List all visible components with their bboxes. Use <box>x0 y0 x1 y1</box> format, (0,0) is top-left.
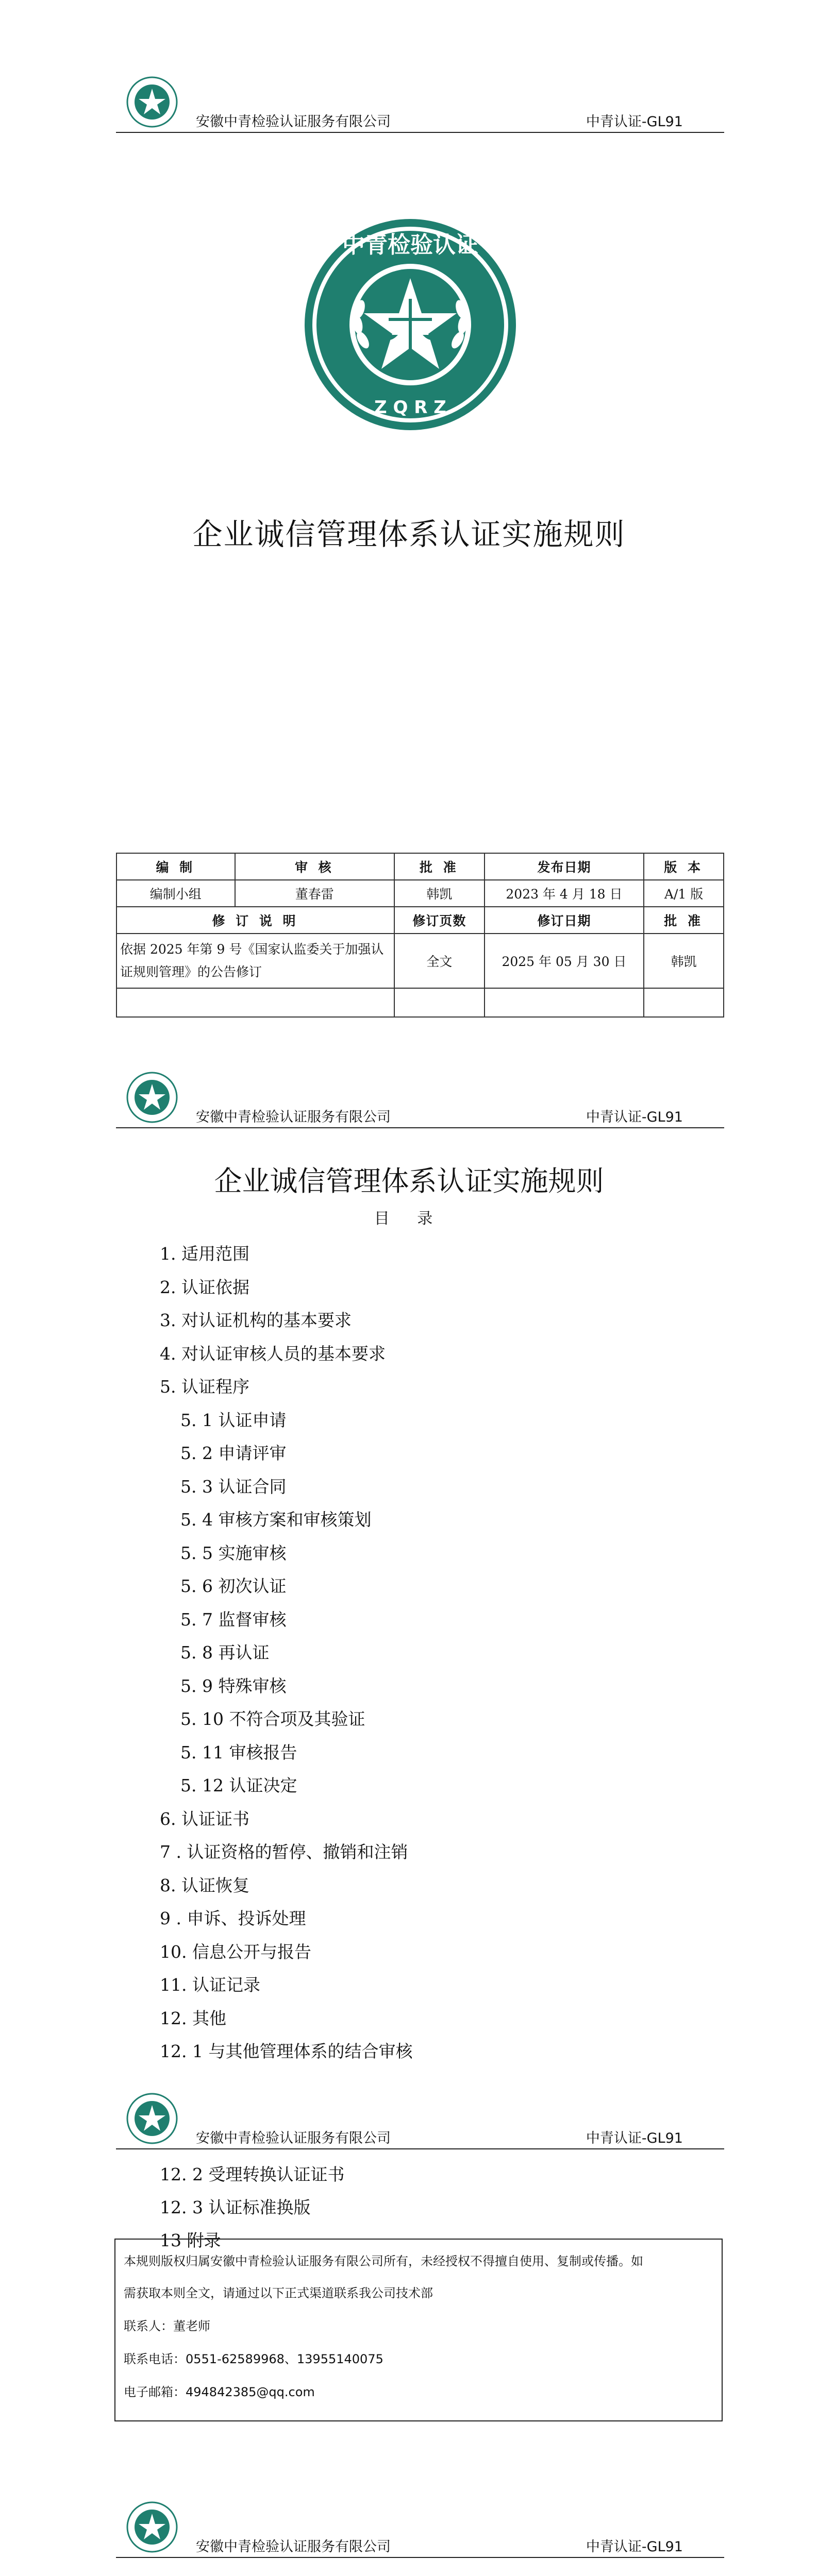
seal-letters: Z Q R Z <box>374 397 446 418</box>
toc-item: 12. 1 与其他管理体系的结合审核 <box>160 2041 413 2061</box>
notice-phone: 联系电话：0551-62589968、13955140075 <box>124 2352 383 2366</box>
toc-item: 5. 1 认证申请 <box>180 1410 287 1430</box>
company-seal-icon <box>126 2501 178 2553</box>
table-header-cell: 发布日期 <box>485 853 644 880</box>
header-rule <box>116 1127 724 1128</box>
toc-item: 9 . 申诉、投诉处理 <box>160 1908 306 1928</box>
toc-item: 5. 12 认证决定 <box>180 1775 297 1795</box>
toc-item: 3. 对认证机构的基本要求 <box>160 1310 352 1330</box>
table-cell <box>485 988 644 1017</box>
company-seal-icon <box>126 76 178 128</box>
table-cell: 董春雷 <box>235 880 394 907</box>
table-header-cell: 审 核 <box>235 853 394 880</box>
table-header-cell: 修 订 说 明 <box>116 907 394 934</box>
toc-item: 5. 5 实施审核 <box>180 1543 287 1563</box>
table-header-cell: 版 本 <box>644 853 724 880</box>
toc-item: 5. 7 监督审核 <box>180 1609 287 1630</box>
table-cell <box>116 988 394 1017</box>
toc-item: 1. 适用范围 <box>160 1244 249 1264</box>
table-header-cell: 批 准 <box>394 853 485 880</box>
header-code: 中青认证-GL91 <box>586 2539 683 2555</box>
toc-title: 企业诚信管理体系认证实施规则 <box>214 1165 604 1197</box>
header-company: 安徽中青检验认证服务有限公司 <box>196 114 391 130</box>
header-company: 安徽中青检验认证服务有限公司 <box>196 2539 391 2555</box>
page-header-3 <box>116 2093 724 2146</box>
header-code: 中青认证-GL91 <box>586 2130 683 2146</box>
table-row <box>116 853 724 880</box>
table-cell: 全文 <box>394 934 485 988</box>
copyright-notice <box>114 2239 723 2421</box>
table-cell: 2023 年 4 月 18 日 <box>485 880 644 907</box>
notice-line: 本规则版权归属安徽中青检验认证服务有限公司所有，未经授权不得擅自使用、复制或传播。如 <box>124 2254 643 2268</box>
company-seal-icon <box>126 2093 178 2144</box>
table-row <box>116 988 724 1017</box>
toc-item: 13 附录 <box>160 2230 221 2250</box>
header-company: 安徽中青检验认证服务有限公司 <box>196 2130 391 2146</box>
notice-email: 电子邮箱：494842385@qq.com <box>124 2385 315 2399</box>
toc-item: 5. 9 特殊审核 <box>180 1675 287 1696</box>
header-rule <box>116 132 724 133</box>
table-cell: A/1 版 <box>644 880 724 907</box>
header-code: 中青认证-GL91 <box>586 114 683 130</box>
toc-item: 5. 11 审核报告 <box>180 1742 297 1762</box>
toc-item: 5. 10 不符合项及其验证 <box>180 1709 365 1729</box>
table-cell: 依据 2025 年第 9 号《国家认监委关于加强认证规则管理》的公告修订 <box>116 934 394 988</box>
table-cell: 编制小组 <box>116 880 235 907</box>
toc-item: 5. 3 认证合同 <box>180 1476 287 1497</box>
cover-title: 企业诚信管理体系认证实施规则 <box>192 517 626 552</box>
revision-table <box>116 853 724 1018</box>
page-header-2 <box>116 1072 724 1125</box>
toc-subtitle: 目 录 <box>374 1210 444 1228</box>
table-header-cell: 修订日期 <box>485 907 644 934</box>
table-header-cell: 批 准 <box>644 907 724 934</box>
notice-line: 需获取本则全文，请通过以下正式渠道联系我公司技术部 <box>124 2286 433 2300</box>
table-header-cell: 修订页数 <box>394 907 485 934</box>
toc-item: 12. 2 受理转换认证证书 <box>160 2164 345 2184</box>
toc-item: 5. 2 申请评审 <box>180 1443 287 1463</box>
toc-item: 11. 认证记录 <box>160 1975 260 1995</box>
table-row <box>116 907 724 934</box>
header-code: 中青认证-GL91 <box>586 1109 683 1125</box>
header-rule <box>116 2148 724 2149</box>
toc-item: 5. 4 审核方案和审核策划 <box>180 1510 372 1530</box>
toc-item: 4. 对认证审核人员的基本要求 <box>160 1343 386 1364</box>
header-company: 安徽中青检验认证服务有限公司 <box>196 1109 391 1125</box>
toc-item: 8. 认证恢复 <box>160 1875 249 1895</box>
table-cell <box>394 988 485 1017</box>
table-cell: 韩凯 <box>644 934 724 988</box>
header-rule <box>116 2557 724 2558</box>
table-row <box>116 934 724 988</box>
toc-item: 5. 认证程序 <box>160 1377 249 1397</box>
table-row <box>116 880 724 907</box>
toc-item: 12. 其他 <box>160 2008 226 2028</box>
table-cell: 韩凯 <box>394 880 485 907</box>
page-header-1 <box>116 76 724 130</box>
toc-item: 12. 3 认证标准换版 <box>160 2197 311 2217</box>
toc-item: 5. 8 再认证 <box>180 1642 270 1663</box>
toc-item: 7 . 认证资格的暂停、撤销和注销 <box>160 1842 408 1862</box>
toc-item: 10. 信息公开与报告 <box>160 1941 311 1962</box>
seal-text: 中青检验认证 <box>342 232 478 258</box>
notice-contact: 联系人：董老师 <box>124 2319 210 2333</box>
cover-seal-icon <box>302 216 519 433</box>
company-seal-icon <box>126 1072 178 1123</box>
toc-item: 6. 认证证书 <box>160 1808 249 1829</box>
page-header-4 <box>116 2501 724 2555</box>
toc-item: 2. 认证依据 <box>160 1277 249 1297</box>
toc-item: 5. 6 初次认证 <box>180 1576 287 1596</box>
table-cell <box>644 988 724 1017</box>
table-cell: 2025 年 05 月 30 日 <box>485 934 644 988</box>
table-header-cell: 编 制 <box>116 853 235 880</box>
